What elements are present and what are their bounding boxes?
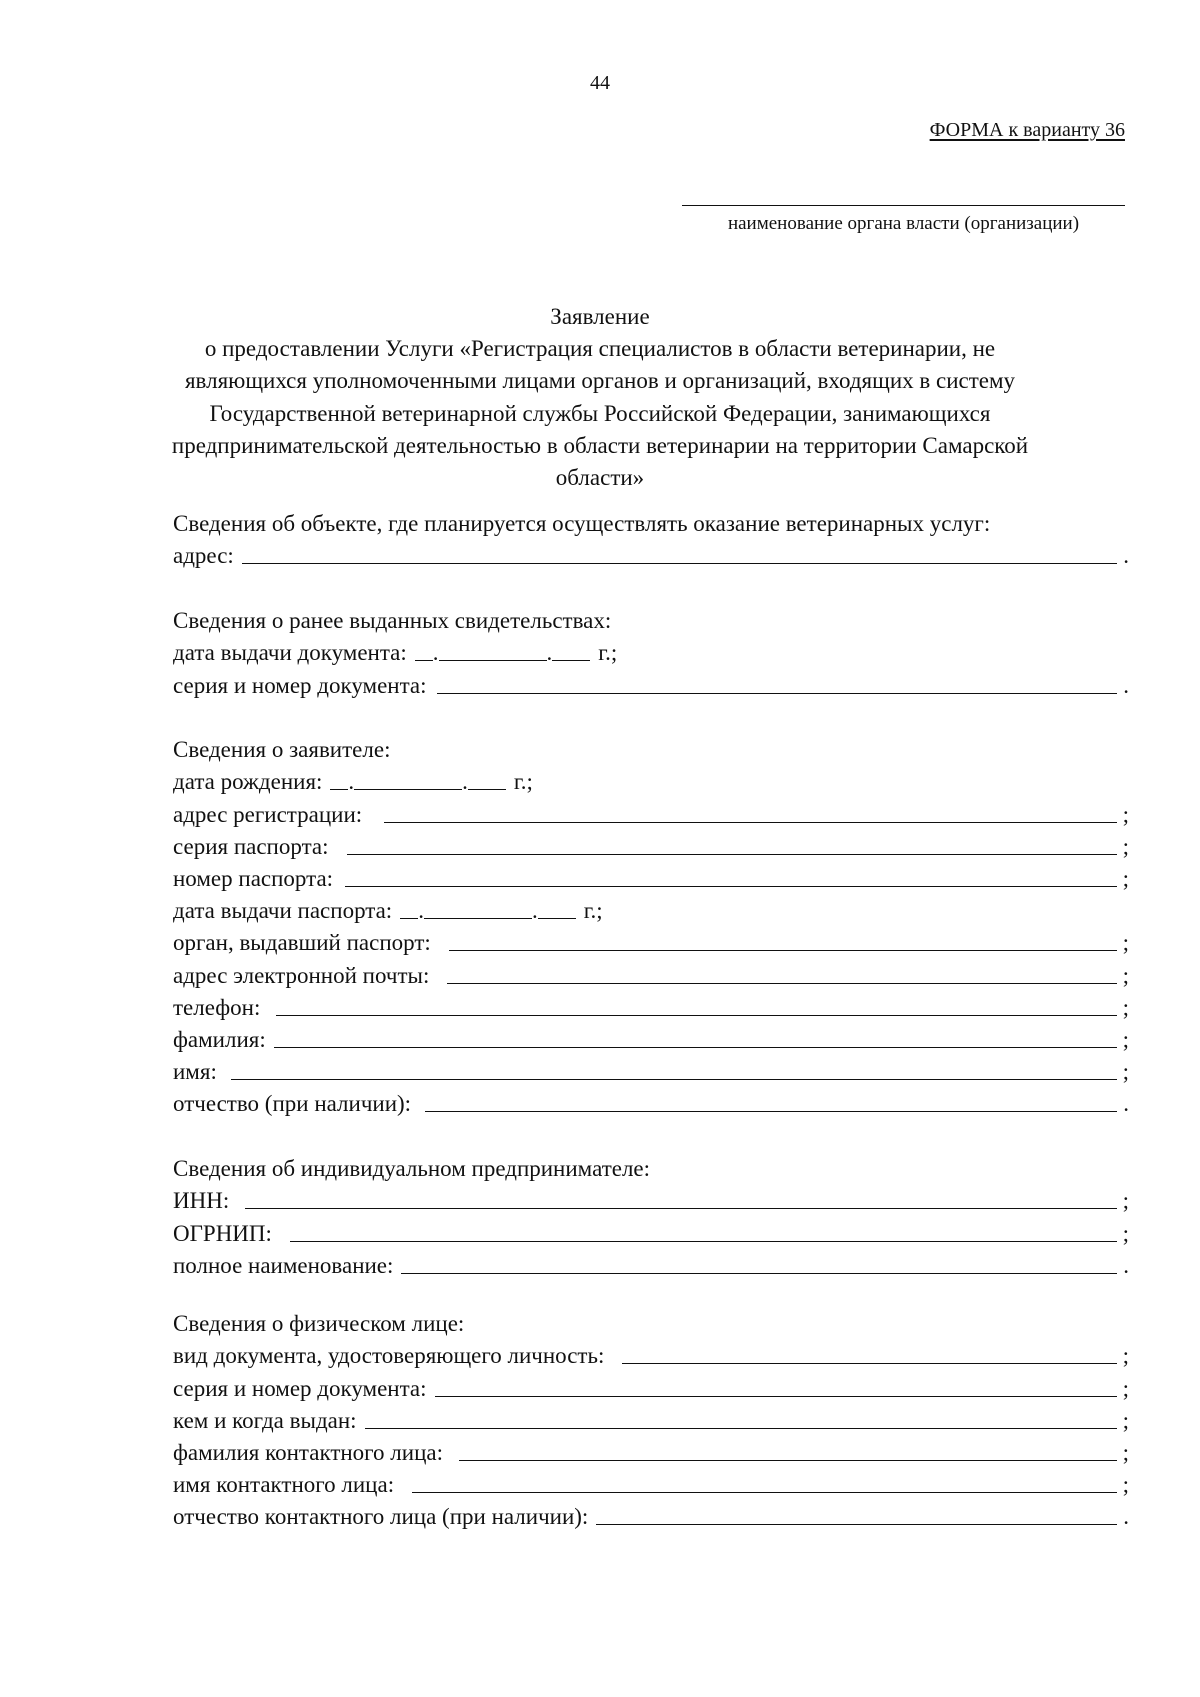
- contact-patronymic-row: [173, 1498, 1129, 1530]
- field-label: фамилия контактного лица:: [173, 1439, 443, 1465]
- field-label: полное наименование:: [173, 1252, 394, 1278]
- row-end: ;: [1122, 1439, 1129, 1465]
- row-end: ;: [1122, 1407, 1129, 1433]
- id-document-series-row: [173, 1369, 1129, 1401]
- field-label: номер паспорта:: [173, 865, 334, 891]
- row-end: ;: [1122, 1472, 1129, 1498]
- full-name-row: [173, 1247, 1129, 1279]
- month-blank[interactable]: [424, 918, 532, 919]
- row-end: ;: [1122, 1188, 1129, 1214]
- month-blank[interactable]: [439, 660, 547, 661]
- authority-name-field[interactable]: [682, 205, 1125, 206]
- certificates-heading: Сведения о ранее выданных свидетельствах:: [173, 608, 612, 634]
- object-address-label: адрес:: [173, 543, 234, 569]
- row-end: .: [1123, 1091, 1129, 1117]
- title-line: Государственной ветеринарной службы Российской Федерации, занимающихся: [209, 400, 991, 426]
- date-dot: .: [531, 898, 538, 924]
- entrepreneur-heading: Сведения об индивидуальном предпринимателе:: [173, 1156, 651, 1182]
- date-dot: .: [462, 769, 468, 795]
- form-reference: ФОРМА к варианту 36: [929, 119, 1125, 141]
- row-end: ;: [1122, 930, 1129, 956]
- object-section: [173, 505, 1129, 569]
- registration-address-input[interactable]: [384, 822, 1117, 823]
- birth-date-input[interactable]: [330, 769, 532, 795]
- certificate-date-row: [173, 634, 1129, 666]
- object-address-row: [173, 537, 1129, 569]
- title-line: о предоставлении Услуги «Регистрация специалистов в области ветеринарии, не: [204, 336, 996, 362]
- passport-date-label: дата выдачи паспорта:: [173, 898, 393, 924]
- row-end: ;: [1122, 1220, 1129, 1246]
- authority-caption: наименование органа власти (организации): [727, 213, 1080, 234]
- id-document-type-row: [173, 1337, 1129, 1369]
- contact-surname-input[interactable]: [459, 1460, 1117, 1461]
- contact-first-name-row: [173, 1466, 1129, 1498]
- patronymic-row: [173, 1085, 1129, 1117]
- inn-row: [173, 1182, 1129, 1214]
- row-end: ;: [1122, 865, 1129, 891]
- field-label: фамилия:: [173, 1026, 266, 1052]
- year-blank[interactable]: [538, 918, 576, 919]
- passport-number-input[interactable]: [345, 886, 1117, 887]
- entrepreneur-section: [173, 1150, 1129, 1279]
- object-address-input[interactable]: [242, 563, 1117, 564]
- patronymic-input[interactable]: [425, 1111, 1117, 1112]
- row-end: ;: [1122, 833, 1129, 859]
- full-name-input[interactable]: [401, 1273, 1117, 1274]
- surname-input[interactable]: [274, 1047, 1117, 1048]
- date-dot: .: [418, 898, 424, 924]
- field-label: адрес электронной почты:: [173, 962, 430, 988]
- phone-row: [173, 989, 1129, 1021]
- title-line: предпринимательской деятельностью в области ветеринарии на территории Самарской: [171, 432, 1029, 458]
- certificate-series-input[interactable]: [437, 693, 1117, 694]
- row-end: ;: [1122, 1343, 1129, 1369]
- field-label: кем и когда выдан:: [173, 1407, 357, 1433]
- field-label: ИНН:: [173, 1188, 230, 1214]
- passport-date-input[interactable]: [400, 898, 602, 924]
- date-dot: .: [348, 769, 355, 795]
- contact-surname-row: [173, 1434, 1129, 1466]
- row-end: ;: [1122, 1059, 1129, 1085]
- row-end: .: [1123, 1252, 1129, 1278]
- field-label: отчество контактного лица (при наличии):: [173, 1504, 589, 1530]
- day-blank[interactable]: [330, 789, 348, 790]
- month-blank[interactable]: [354, 789, 462, 790]
- first-name-row: [173, 1053, 1129, 1085]
- field-label: имя контактного лица:: [173, 1472, 395, 1498]
- individual-heading: Сведения о физическом лице:: [173, 1311, 465, 1337]
- field-label: телефон:: [173, 994, 261, 1020]
- year-suffix: г.;: [513, 769, 533, 795]
- ogrnip-row: [173, 1214, 1129, 1246]
- issued-by-input[interactable]: [365, 1428, 1117, 1429]
- contact-patronymic-input[interactable]: [596, 1524, 1117, 1525]
- certificates-section: [173, 602, 1129, 699]
- year-blank[interactable]: [468, 789, 506, 790]
- certificate-date-label: дата выдачи документа:: [173, 640, 407, 666]
- passport-issuer-input[interactable]: [449, 950, 1117, 951]
- certificate-series-row: [173, 666, 1129, 698]
- individual-section: [173, 1305, 1129, 1530]
- birth-date-row: [173, 763, 1129, 795]
- year-suffix: г.;: [583, 898, 603, 924]
- object-heading: Сведения об объекте, где планируется осуществлять оказание ветеринарных услуг:: [173, 511, 991, 537]
- row-end: ;: [1122, 994, 1129, 1020]
- row-end: .: [1123, 1504, 1129, 1530]
- row-end: ;: [1122, 801, 1129, 827]
- field-label: серия паспорта:: [173, 833, 329, 859]
- date-dot: .: [546, 640, 553, 666]
- certificate-date-input[interactable]: [415, 640, 617, 666]
- title-line: являющихся уполномоченными лицами органов и организаций, входящих в систему: [184, 368, 1016, 394]
- email-input[interactable]: [447, 983, 1117, 984]
- year-suffix: г.;: [598, 640, 618, 666]
- passport-number-row: [173, 860, 1129, 892]
- applicant-section: [173, 731, 1129, 1117]
- field-label: имя:: [173, 1059, 217, 1085]
- passport-series-row: [173, 828, 1129, 860]
- field-label: орган, выдавший паспорт:: [173, 930, 431, 956]
- row-end: .: [1123, 672, 1129, 698]
- title-line: области»: [555, 465, 645, 491]
- passport-series-input[interactable]: [347, 854, 1118, 855]
- certificate-series-label: серия и номер документа:: [173, 672, 427, 698]
- contact-first-name-input[interactable]: [412, 1492, 1117, 1493]
- day-blank[interactable]: [400, 918, 418, 919]
- date-dot: .: [432, 640, 439, 666]
- field-label: отчество (при наличии):: [173, 1091, 412, 1117]
- title-line: Заявление: [550, 304, 650, 329]
- id-document-type-input[interactable]: [622, 1363, 1117, 1364]
- year-blank[interactable]: [552, 660, 590, 661]
- row-end: ;: [1122, 962, 1129, 988]
- ogrnip-input[interactable]: [290, 1241, 1117, 1242]
- field-label: серия и номер документа:: [173, 1375, 427, 1401]
- passport-issuer-row: [173, 924, 1129, 956]
- field-label: адрес регистрации:: [173, 801, 363, 827]
- email-row: [173, 956, 1129, 988]
- birth-date-label: дата рождения:: [173, 769, 323, 795]
- surname-row: [173, 1021, 1129, 1053]
- field-label: ОГРНИП:: [173, 1220, 272, 1246]
- row-end: ;: [1122, 1026, 1129, 1052]
- inn-input[interactable]: [245, 1208, 1117, 1209]
- field-label: вид документа, удостоверяющего личность:: [173, 1343, 605, 1369]
- issued-by-row: [173, 1402, 1129, 1434]
- phone-input[interactable]: [276, 1015, 1117, 1016]
- first-name-input[interactable]: [231, 1079, 1117, 1080]
- registration-address-row: [173, 795, 1129, 827]
- id-document-series-input[interactable]: [435, 1396, 1117, 1397]
- passport-date-row: [173, 892, 1129, 924]
- document-title: [150, 301, 1050, 494]
- day-blank[interactable]: [415, 660, 433, 661]
- page-number: 44: [590, 72, 610, 94]
- row-end: ;: [1122, 1375, 1129, 1401]
- row-end: .: [1123, 543, 1129, 569]
- applicant-heading: Сведения о заявителе:: [173, 737, 391, 763]
